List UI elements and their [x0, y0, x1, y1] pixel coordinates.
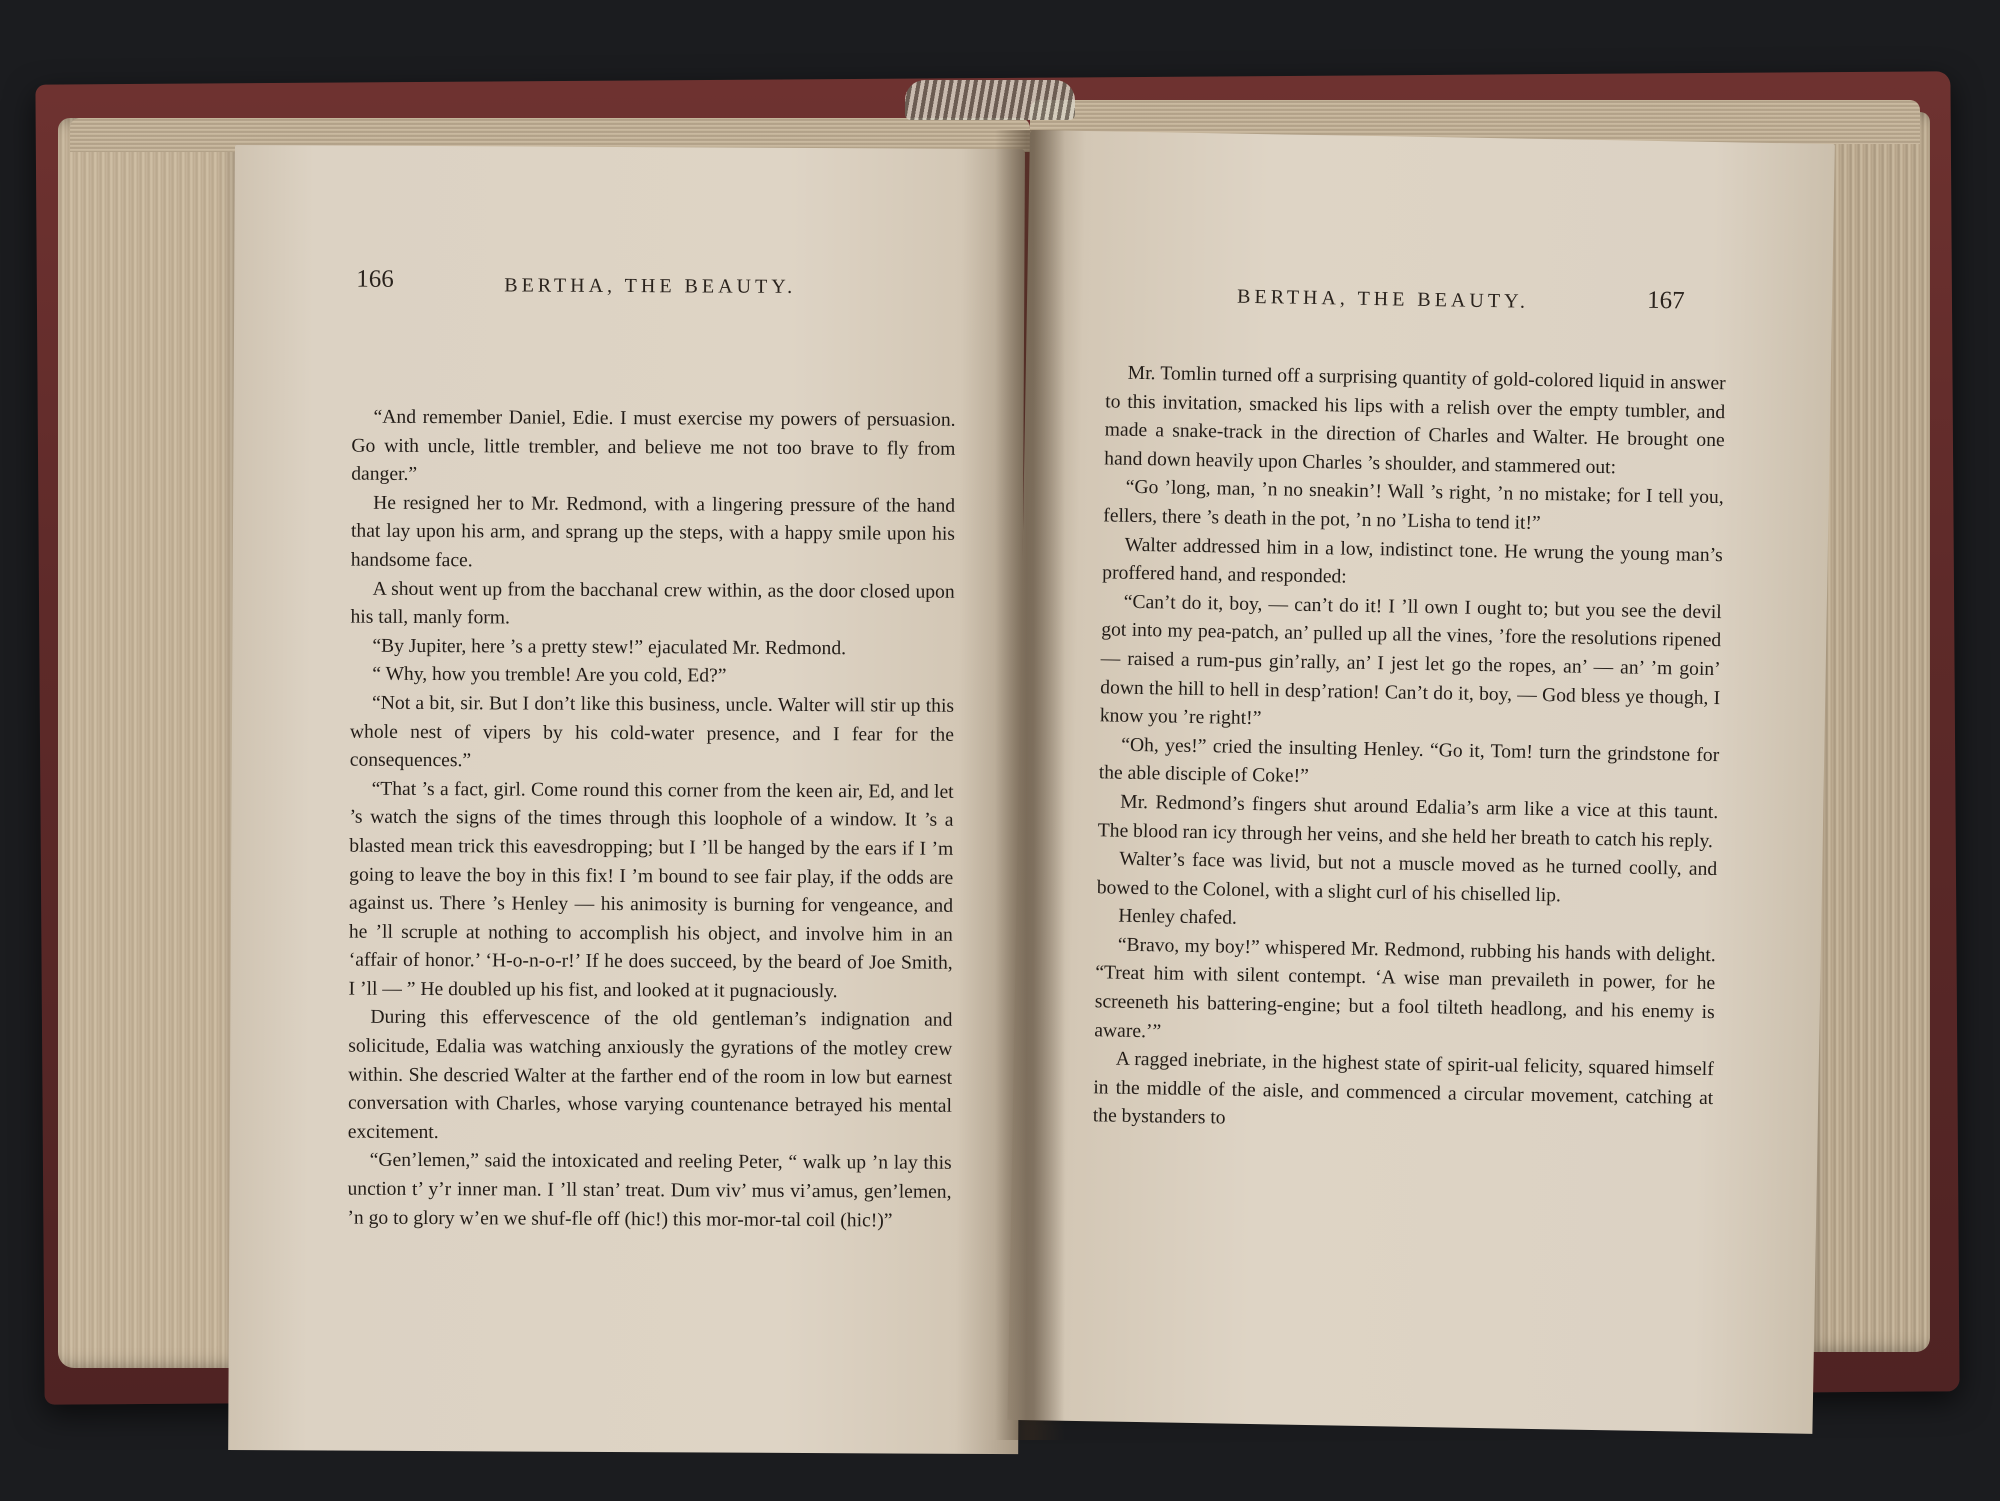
right-page-number: 167	[1646, 286, 1685, 315]
right-paragraph: “Oh, yes!” cried the insulting Henley. “Go it, Tom! turn the grindstone for the able disciple of Coke!”	[1098, 734, 1720, 788]
right-paragraph: Henley chafed.	[1118, 905, 1238, 930]
left-page-number: 166	[356, 265, 394, 293]
left-page-text	[347, 404, 955, 1236]
left-paragraph: He resigned her to Mr. Redmond, with a lingering pressure of the hand that lay upon his arm, and sprang up the steps, with a happy smile upon his handsome face.	[350, 492, 956, 572]
right-paragraph: “Bravo, my boy!” whispered Mr. Redmond, rubbing his hands with delight. “Treat him with silent contempt. ‘A wise man prevaileth in power, for he screeneth his battering-engine; but a fool tilteth headlong, and his enemy is aware.’”	[1094, 934, 1716, 1043]
left-paragraph: “That ’s a fact, girl. Come round this corner from the keen air, Ed, and let ’s watch the signs of the times through this loophole of a window. It ’s a blasted mean trick this eavesdropping; but I ’ll be hanged by the ears if I ’m going to leave the boy in this fix! I ’m bound to see fair play, if the odds are against us. There ’s Henley — his animosity is burning for vengeance, and he ’ll scruple at nothing to accomplish his object, and involve him in an ‘affair of honor.’ ‘H-o-n-o-r!’ If he does succeed, by the beard of Joe Smith, I ’ll — ” He doubled up his fist, and looked at it pugnaciously.	[348, 778, 954, 1003]
left-paragraph: During this effervescence of the old gentleman’s indignation and solicitude, Edalia was watching anxiously the gyrations of the motley crew within. She descried Walter at the farther end of the room in low but earnest conversation with Charles, whose varying countenance betrayed his mental excitement.	[347, 1007, 953, 1143]
right-paragraph: “Can’t do it, boy, — can’t do it! I ’ll own I ought to; but you see the devil got into my pea-patch, an’ pulled up all the vines, ’fore the resolutions ripened — raised a rum-pus gin’rally, an’ I jest let go the ropes, an’ — an’ ’m goin’ down the hill to hell in desp’ration! Can’t do it, boy, — God bless ye though, I know you ’re right!”	[1099, 591, 1722, 730]
gutter-shadow	[995, 130, 1065, 1440]
right-paragraph: Mr. Redmond’s fingers shut around Edalia’s arm like a vice at this taunt. The blood ran icy through her veins, and she held her breath to catch his reply.	[1097, 791, 1719, 852]
left-paragraph: “By Jupiter, here ’s a pretty stew!” ejaculated Mr. Redmond.	[372, 635, 847, 659]
left-paragraph: “Not a bit, sir. But I don’t like this business, uncle. Walter will stir up this whole nest of vipers by his cold-water presence, and I fear for the consequences.”	[349, 692, 955, 772]
page-edges-left	[58, 118, 248, 1368]
right-paragraph: Walter addressed him in a low, indistinct tone. He wrung the young man’s proffered hand, and responded:	[1102, 534, 1723, 588]
spine-binding	[905, 80, 1075, 120]
right-paragraph: A ragged inebriate, in the highest state of spirit-ual felicity, squared himself in the middle of the aisle, and commenced a circular movement, catching at the bystanders to	[1092, 1048, 1714, 1129]
right-page-text	[1093, 359, 1726, 1142]
left-paragraph: “And remember Daniel, Edie. I must exercise my powers of persuasion. Go with uncle, little trembler, and believe me not too brave to fly from danger.”	[351, 406, 956, 486]
left-paragraph: “Gen’lemen,” said the intoxicated and reeling Peter, “ walk up ’n lay this unction t’ y’r inner man. I ’ll stan’ treat. Dum viv’ mus vi’amus, gen’lemen, ’n go to glory w’en we shuf-fle off (hic!) this mor-mor-tal coil (hic!)”	[347, 1150, 952, 1232]
left-paragraph: A shout went up from the bacchanal crew within, as the door closed upon his tall, manly form.	[350, 578, 955, 629]
right-running-head: BERTHA, THE BEAUTY.	[1236, 285, 1530, 313]
right-paragraph: Walter’s face was livid, but not a muscle moved as he turned coolly, and bowed to the Colonel, with a slight curl of his chiselled lip.	[1096, 848, 1718, 907]
left-running-head: BERTHA, THE BEAUTY.	[504, 274, 797, 298]
left-paragraph: “ Why, how you tremble! Are you cold, Ed?”	[372, 664, 727, 687]
left-page	[228, 145, 1025, 1454]
right-page	[1007, 130, 1834, 1434]
right-paragraph: “Go ’long, man, ’n no sneakin’! Wall ’s right, ’n no mistake; for I tell you, fellers, there ’s death in the pot, ’n no ’Lisha to tend it!”	[1103, 477, 1724, 534]
right-paragraph: Mr. Tomlin turned off a surprising quantity of gold-colored liquid in answer to this invitation, smacked his lips with a relish over the empty tumbler, and made a snake-track in the direction of Charles and Walter. He brought one hand down heavily upon Charles ’s shoulder, and stammered out:	[1104, 362, 1726, 479]
